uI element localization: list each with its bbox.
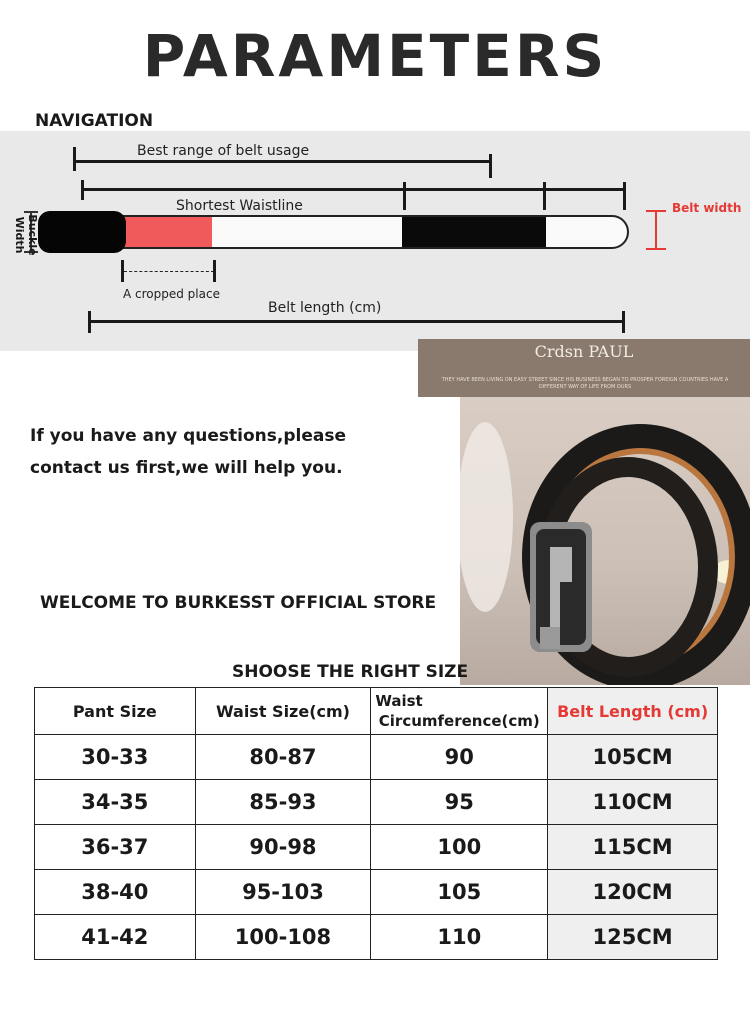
cell-pant-size: 34-35 [35, 780, 196, 825]
cell-waist-size: 80-87 [195, 735, 371, 780]
hole-tick-3 [543, 182, 546, 210]
cell-waist-size: 85-93 [195, 780, 371, 825]
cell-waist-size: 100-108 [195, 915, 371, 960]
table-row [35, 735, 718, 780]
table-row [35, 825, 718, 870]
cell-waist-size: 95-103 [195, 870, 371, 915]
cell-belt-length: 105CM [548, 735, 718, 780]
contact-message: If you have any questions,please contact us first,we will help you. [30, 426, 346, 478]
cell-pant-size: 41-42 [35, 915, 196, 960]
belt-graphic [38, 211, 630, 253]
shortest-waistline-label: Shortest Waistline [176, 198, 303, 214]
belt-length-line [90, 320, 625, 323]
header-waist-size: Waist Size(cm) [195, 688, 371, 735]
belt-width-line [655, 211, 657, 249]
range-tick-left [73, 147, 76, 171]
cropped-tick-right [213, 260, 216, 282]
cell-waist-circumference: 90 [371, 735, 548, 780]
table-row [35, 915, 718, 960]
cell-pant-size: 38-40 [35, 870, 196, 915]
cropped-place-label: A cropped place [123, 287, 220, 301]
cell-pant-size: 30-33 [35, 735, 196, 780]
best-range-line [75, 160, 491, 163]
belt-photo-illustration [460, 397, 750, 685]
hole-tick-1 [81, 180, 84, 200]
cell-belt-length: 115CM [548, 825, 718, 870]
header-waist-circumference [371, 688, 548, 735]
buckle-shape [38, 211, 126, 253]
size-chart-table [34, 687, 718, 960]
header-pant-size: Pant Size [35, 688, 196, 735]
belt-width-label: Belt width [672, 201, 742, 215]
cell-waist-circumference: 105 [371, 870, 548, 915]
length-tick-right [622, 311, 625, 333]
hole-tick-4 [623, 182, 626, 210]
size-chart-heading: SHOOSE THE RIGHT SIZE [232, 662, 469, 682]
page-title: PARAMETERS [142, 22, 608, 90]
table-row [35, 780, 718, 825]
cropped-section [124, 217, 212, 247]
brand-name: Crdsn PAUL [534, 342, 634, 361]
welcome-message: WELCOME TO BURKESST OFFICIAL STORE [40, 593, 437, 613]
navigation-heading: NAVIGATION [35, 111, 154, 131]
header-wc-line2: Circumference(cm) [378, 712, 540, 730]
product-photo [460, 397, 750, 685]
belt-width-cap-bottom [646, 248, 666, 250]
cropped-dashed-line [124, 271, 214, 272]
header-wc-line1: Waist [375, 692, 423, 710]
cell-waist-circumference: 110 [371, 915, 548, 960]
cell-belt-length: 120CM [548, 870, 718, 915]
range-tick-right [489, 154, 492, 178]
cell-pant-size: 36-37 [35, 825, 196, 870]
hole-tick-2 [403, 182, 406, 210]
cell-belt-length: 110CM [548, 780, 718, 825]
brand-tagline: THEY HAVE BEEN LIVING ON EASY STREET SINCE HIS BUSINESS BEGAN TO PROSPER FOREIGN COUNTRIES HAVE A DIFFERENT WAY OF LIFE FROM OURS [441, 377, 729, 390]
table-header-row [35, 688, 718, 735]
cell-waist-circumference: 100 [371, 825, 548, 870]
best-range-label: Best range of belt usage [137, 143, 310, 159]
cell-belt-length: 125CM [548, 915, 718, 960]
cell-waist-size: 90-98 [195, 825, 371, 870]
buckle-width-label: Buckle Width [13, 214, 39, 256]
table-row [35, 870, 718, 915]
cell-waist-circumference: 95 [371, 780, 548, 825]
belt-length-label: Belt length (cm) [268, 300, 382, 316]
header-belt-length: Belt Length (cm) [548, 688, 718, 735]
hole-section [402, 217, 546, 247]
